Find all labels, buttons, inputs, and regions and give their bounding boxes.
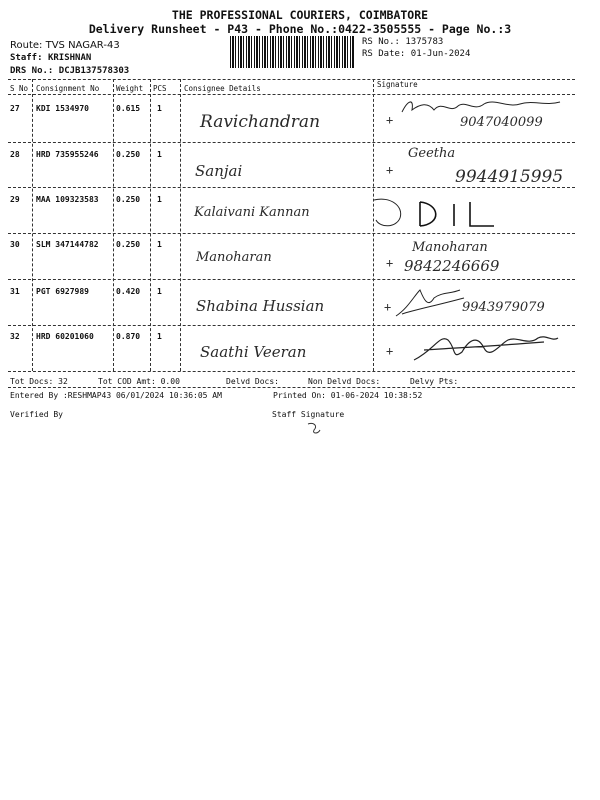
recipient-signature-scribble [410,198,500,230]
non-delivered-docs: Non Delvd Docs: [308,377,381,386]
staff-line [10,53,91,63]
rs-date-label: RS Date: [362,49,406,59]
table-row-pcs: 1 [157,104,162,113]
table-row-pcs: 1 [157,332,162,341]
rs-date-line [362,49,470,59]
rs-date-value: 01-Jun-2024 [410,49,471,59]
table-row-consignment: PGT 6927989 [36,287,89,296]
table-row-consignment: KDI 1534970 [36,104,89,113]
consignee-handwritten: Manoharan [196,250,272,265]
entered-by: Entered By :RESHMAP43 06/01/2024 10:36:05 AM [10,391,222,400]
tick-mark: + [386,113,394,127]
table-row-sno: 28 [10,150,20,159]
table-row-sno: 27 [10,104,20,113]
row-rule [8,187,575,188]
table-row-consignment: HRD 60201060 [36,332,94,341]
table-row-sno: 32 [10,332,20,341]
col-header-sno: S No [10,84,29,93]
delivery-points: Delvy Pts: [410,377,459,386]
recipient-signature-scribble [404,330,564,366]
staff-signature-mark [306,420,326,436]
col-sep [150,79,151,371]
table-header-rule [8,94,575,95]
route-label: Route: [10,40,43,51]
tick-mark: + [386,344,394,358]
route-line [10,40,120,51]
total-cod: Tot COD Amt: 0.00 [98,377,180,386]
delivered-docs: Delvd Docs: [226,377,279,386]
recipient-name-signature: Manoharan [412,240,488,255]
recipient-name-signature: Geetha [408,146,456,161]
col-header-consignee: Consignee Details [184,84,261,93]
tick-mark: + [386,163,394,177]
drs-line [10,66,129,76]
staff-value: KRISHNAN [47,53,92,63]
table-row-weight: 0.615 [116,104,141,113]
route-value: TVS NAGAR-43 [45,40,120,51]
col-header-pcs: PCS [153,84,167,93]
recipient-phone: 9047040099 [460,115,543,130]
col-sep [113,79,114,371]
runsheet-subtitle: Delivery Runsheet - P43 - Phone No.:0422-3505555 - Page No.:3 [88,22,512,36]
signature-loop [370,196,410,230]
consignee-handwritten: Kalaivani Kannan [194,205,310,220]
table-row-weight: 0.870 [116,332,141,341]
col-header-weight: Weight [116,84,144,93]
row-rule [8,325,575,326]
consignee-handwritten: Sanjai [195,162,243,180]
rs-no-value: 1375783 [405,37,444,47]
totals-rule [8,387,575,388]
table-row-pcs: 1 [157,150,162,159]
consignee-handwritten: Saathi Veeran [200,343,307,361]
row-rule [8,142,575,143]
table-row-sno: 29 [10,195,20,204]
table-row-pcs: 1 [157,287,162,296]
table-bottom-rule [8,371,575,372]
total-docs: Tot Docs: 32 [10,377,68,386]
col-sep [32,79,33,371]
table-top-rule [8,79,575,80]
tick-mark: + [384,300,392,314]
table-row-weight: 0.250 [116,195,141,204]
tick-mark: + [386,256,394,270]
consignee-handwritten: Shabina Hussian [196,297,325,315]
table-row-weight: 0.420 [116,287,141,296]
staff-signature-label: Staff Signature [272,410,345,419]
table-row-pcs: 1 [157,195,162,204]
printed-on: Printed On: 01-06-2024 10:38:52 [273,391,423,400]
table-row-consignment: SLM 347144782 [36,240,99,249]
table-row-sno: 31 [10,287,20,296]
verified-by-label: Verified By [10,410,63,419]
recipient-phone: 9842246669 [404,257,500,275]
table-row-pcs: 1 [157,240,162,249]
table-row-consignment: HRD 735955246 [36,150,99,159]
rs-no-line [362,37,443,47]
table-row-sno: 30 [10,240,20,249]
staff-label: Staff: [10,53,43,63]
company-title: THE PROFESSIONAL COURIERS, COIMBATORE [171,8,429,22]
consignee-handwritten: Ravichandran [200,112,321,132]
row-rule [8,233,575,234]
table-row-weight: 0.250 [116,240,141,249]
table-row-weight: 0.250 [116,150,141,159]
recipient-phone: 9943979079 [462,300,545,315]
col-header-signature: Signature [377,80,418,89]
drs-value: DCJB137578303 [58,66,130,76]
col-header-consignment: Consignment No [36,84,100,93]
drs-label: DRS No.: [10,66,54,76]
barcode [230,36,355,68]
col-sep [180,79,181,371]
row-rule [8,279,575,280]
table-row-consignment: MAA 109323583 [36,195,99,204]
recipient-phone: 9944915995 [455,167,564,187]
rs-no-label: RS No.: [362,37,400,47]
